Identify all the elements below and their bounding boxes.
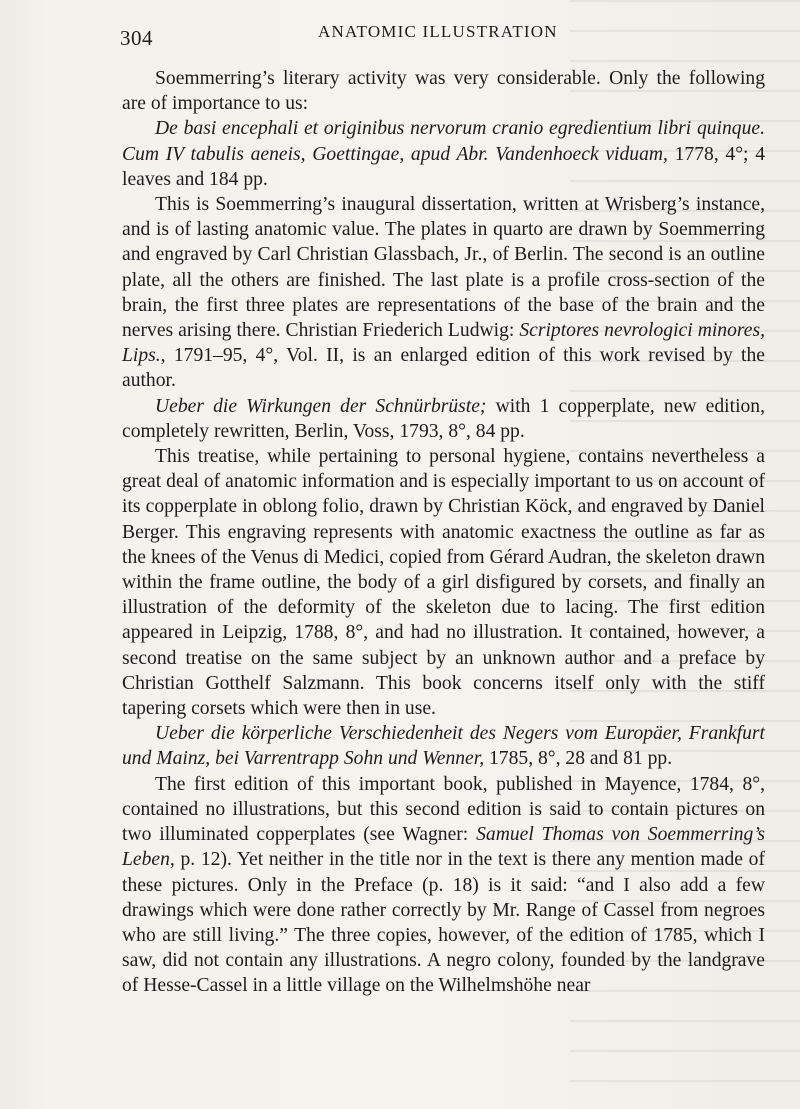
first-edition-text-b: p. 12). Yet neither in the title nor in the text is there any mention made of these pictures. Only in the Preface (p. 18) is it said: “and I also add a few drawings which were done rather correctly by Mr. Range of Cassel from negroes who are still living.” The three copies, however, of the edition of 1785, which I saw, did not contain any illustrations. A negro colony, founded by the landgrave of Hesse-Cassel in a little village on the Wilhelmshöhe near xyxy=(122,849,765,997)
wagner-title: Samuel Thomas von Soemmerring’s Leben, xyxy=(122,824,765,871)
paragraph-de-basi-reference xyxy=(122,116,765,192)
page-number: 304 xyxy=(120,26,153,50)
schnurbruste-details: with 1 copperplate, new edition, completely rewritten, Berlin, Voss, 1793, 8°, 84 pp. xyxy=(122,395,766,442)
paragraph-first-edition xyxy=(122,772,765,999)
running-head xyxy=(120,22,784,52)
negers-title: Ueber die körperliche Verschiedenheit des Negers vom Europäer, Frankfurt und Mainz, bei Varrentrapp Sohn und Wenner, xyxy=(122,723,765,770)
paragraph-schnurbruste-reference xyxy=(122,394,765,444)
treatise-text: This treatise, while pertaining to personal hygiene, contains nevertheless a great deal of anatomic information and is especially important to us on account of its copperplate in oblong folio, drawn by Christian Köck, and engraved by Daniel Berger. This engraving represents with anatomic exactness the outline as far as the knees of the Venus di Medici, copied from Gérard Audran, the skeleton drawn within the frame outline, the body of a girl disfigured by corsets, and finally an illustration of the deformity of the skeleton due to lacing. The first edition appeared in Leipzig, 1788, 8°, and had no illustration. It contained, however, a second treatise on the same subject by an unknown author and a preface by Christian Gotthelf Salzmann. This book concerns itself only with the stiff tapering corsets which were then in use. xyxy=(122,446,765,720)
de-basi-title: De basi encephali et originibus nervorum cranio egredientium libri quinque. Cum IV tabulis aeneis, Goettingae, apud Abr. Vandenhoeck viduam, xyxy=(122,118,765,165)
paragraph-dissertation xyxy=(122,192,765,394)
first-edition-text-a: The first edition of this important book, published in Mayence, 1784, 8°, contained no illustrations, but this second edition is said to contain pictures on two illuminated copperplates (see Wagner: xyxy=(122,773,765,846)
negers-details: 1785, 8°, 28 and 81 pp. xyxy=(484,748,673,770)
paragraph-negers-reference xyxy=(122,721,765,771)
paragraph-treatise xyxy=(122,444,765,721)
paragraph-intro xyxy=(122,66,765,116)
schnurbruste-title: Ueber die Wirkungen der Schnürbrüste; xyxy=(155,395,487,417)
scriptores-title: Scriptores nevrologici minores, Lips. xyxy=(122,320,765,367)
dissertation-text-a: This is Soemmerring’s inaugural dissertation, written at Wrisberg’s instance, and is of lasting anatomic value. The plates in quarto are drawn by Soemmerring and engraved by Carl Christian Glassbach, Jr., of Berlin. The second is an outline plate, all the others are finished. The last plate is a profile cross-section of the brain, the first three plates are representations of the base of the brain and the nerves arising there. Christian Friederich Ludwig: xyxy=(122,194,765,342)
body-text xyxy=(122,66,765,999)
de-basi-details: 1778, 4°; 4 leaves and 184 pp. xyxy=(122,143,766,190)
dissertation-text-b: , 1791–95, 4°, Vol. II, is an enlarged edition of this work revised by the author. xyxy=(122,345,765,392)
running-head-title: ANATOMIC ILLUSTRATION xyxy=(318,22,558,41)
paragraph-intro-text: Soemmerring’s literary activity was very considerable. Only the following are of importance to us: xyxy=(122,68,765,115)
